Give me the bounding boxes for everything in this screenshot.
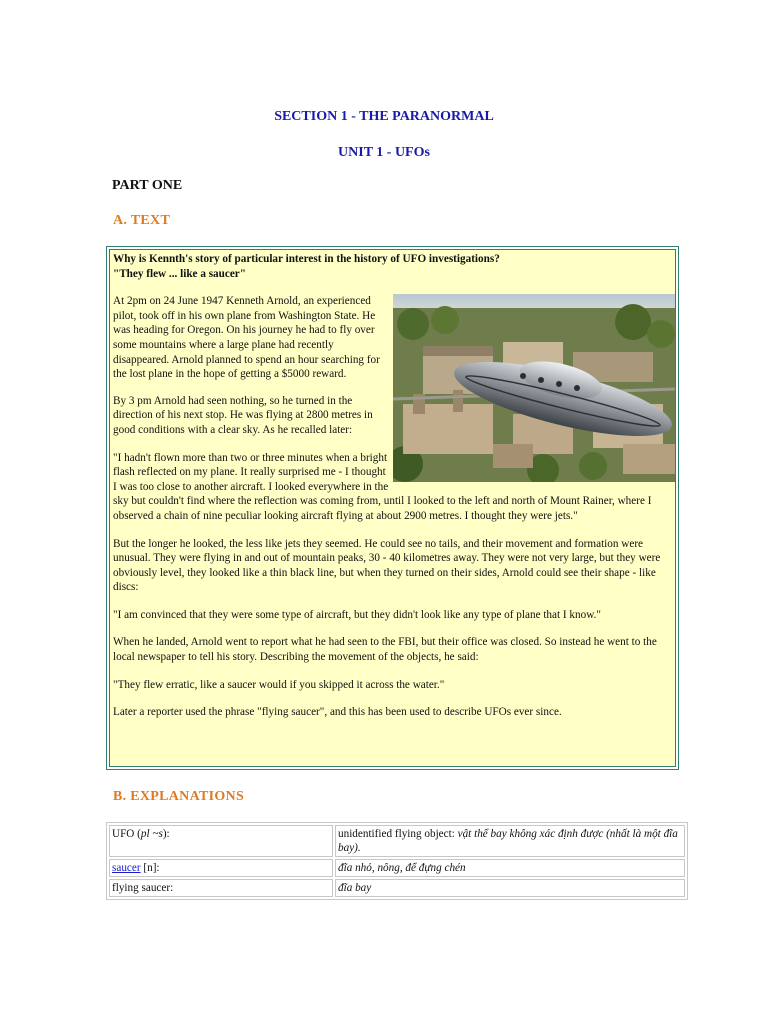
term-cell: [109, 825, 333, 857]
term-italic: pl ~s: [140, 828, 163, 840]
paragraph: "They flew erratic, like a saucer would if you skipped it across the water.": [113, 678, 445, 691]
term-cell: [109, 859, 333, 877]
section-title: SECTION 1 - THE PARANORMAL: [274, 109, 494, 124]
paragraph: By 3 pm Arnold had seen nothing, so he turned in the direction of his next stop. He was flying at 2800 metres in good conditions with a clear sky. As he recalled later:: [113, 394, 373, 436]
table-row: [109, 879, 685, 897]
unit-title: UNIT 1 - UFOs: [338, 145, 430, 160]
explanations-table: [106, 822, 688, 900]
definition-italic: đĩa bay: [338, 882, 372, 894]
question: Why is Kennth's story of particular interest in the history of UFO investigations?: [113, 253, 500, 265]
saucer-link[interactable]: saucer: [112, 862, 141, 874]
text-box-inner: [109, 249, 676, 767]
quote-title: "They flew ... like a saucer": [113, 267, 246, 280]
paragraph: At 2pm on 24 June 1947 Kenneth Arnold, an experienced pilot, took off in his own plane from Washington State. He was heading for Oregon. On his journey he had to fly over some mountains where a large plane had recently disappeared. Arnold planned to spend an hour searching for the lost plane in the hope of getting a $5000 reward.: [113, 295, 380, 381]
definition-text: unidentified flying object:: [338, 828, 458, 840]
definition-italic: đĩa nhỏ, nông, để đựng chén: [338, 862, 466, 874]
table-row: [109, 859, 685, 877]
text-heading: A. TEXT: [113, 213, 171, 228]
part-title: PART ONE: [112, 178, 183, 193]
definition-cell: [335, 879, 685, 897]
definition-cell: [335, 859, 685, 877]
text-box: [106, 246, 679, 770]
term-text: flying saucer:: [112, 882, 174, 894]
table-row: [109, 825, 685, 857]
paragraph: When he landed, Arnold went to report what he had seen to the FBI, but their office was closed. So instead he went to the local newspaper to tell his story. Describing the movement of the objects, he said:: [113, 636, 657, 664]
definition-italic: vật thể bay không xác định được (nhất là một đĩa bay).: [338, 828, 678, 854]
term-end: ):: [162, 828, 170, 840]
term-cell: [109, 879, 333, 897]
term-end: [n]:: [140, 862, 160, 874]
paragraph: "I am convinced that they were some type of aircraft, but they didn't look like any type of plane that I know.": [113, 608, 601, 621]
explanations-heading: B. EXPLANATIONS: [113, 789, 245, 804]
ufo-photo-illustration: [393, 294, 675, 482]
term-text: UFO (: [112, 828, 141, 840]
paragraph: But the longer he looked, the less like jets they seemed. He could see no tails, and their movement and formation were unusual. They were flying in and out of mountain peaks, 30 - 40 kilometres away. They were not very large, but they were obviously level, they looked like a thin black line, but when they turned on their sides, Arnold could see their shape - like discs:: [113, 537, 661, 594]
definition-cell: [335, 825, 685, 857]
paragraph: "I hadn't flown more than two or three minutes when a bright flash reflected on my plane. It really surprised me - I thought I was too close to another aircraft. I looked everywhere in the sky but couldn't find where the reflection was coming from, until I looked to the left and north of Mount Rainer, where I observed a chain of nine peculiar looking aircraft flying at about 2900 metres. I thought they were jets.": [113, 451, 652, 522]
paragraph: Later a reporter used the phrase "flying saucer", and this has been used to describe UFOs ever since.: [113, 706, 562, 719]
ufo-photo: [393, 294, 675, 482]
